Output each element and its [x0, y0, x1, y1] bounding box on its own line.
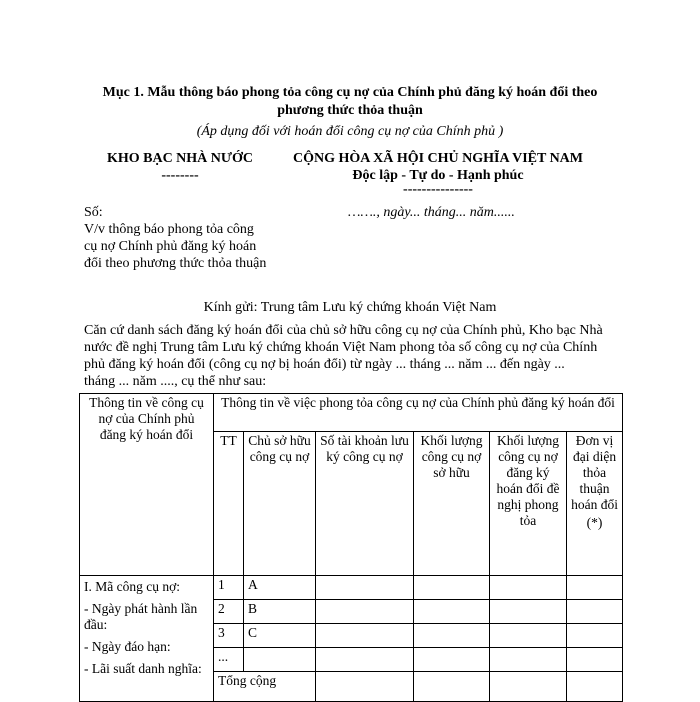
row-owner: B [244, 600, 316, 624]
motto: Độc lập - Tự do - Hạnh phúc [352, 168, 524, 183]
body-paragraph [84, 322, 644, 390]
row-tt: ... [214, 648, 244, 672]
header-owner: Chủ sở hữu công cụ nợ [244, 432, 316, 576]
row-tt: 1 [214, 576, 244, 600]
total-label: Tổng cộng [214, 672, 316, 702]
body-line: tháng ... năm ...., cụ thể như sau: [84, 374, 267, 389]
vv-line: cụ nợ Chính phủ đăng ký hoán [84, 239, 257, 254]
so-label: Số: [84, 205, 103, 220]
row-owner [244, 648, 316, 672]
document-subtitle: (Áp dụng đối với hoán đổi công cụ nợ của Chính phủ ) [196, 124, 504, 139]
row-tt: 2 [214, 600, 244, 624]
org-name: KHO BẠC NHÀ NƯỚC [106, 151, 254, 166]
blocking-info-table [79, 393, 623, 702]
vv-line: V/v thông báo phong tỏa công [84, 222, 254, 237]
info-line: - Lãi suất danh nghĩa: [84, 661, 202, 676]
header-tt: TT [214, 432, 244, 576]
vv-subject [84, 221, 284, 272]
right-header [280, 150, 596, 196]
header-note: (*) [586, 515, 603, 530]
title-line-2: phương thức thỏa thuận [277, 103, 423, 118]
title-line-1: Mục 1. Mẫu thông báo phong tỏa công cụ nợ của Chính phủ đăng ký hoán đổi theo [102, 85, 598, 100]
info-line: - Ngày phát hành lần đầu: [84, 601, 198, 632]
org-dash: -------- [161, 168, 199, 183]
row-owner: C [244, 624, 316, 648]
document-title [60, 84, 640, 120]
greeting: Kính gửi: Trung tâm Lưu ký chứng khoán Việt Nam [203, 300, 497, 315]
left-header [90, 150, 270, 184]
body-line: nước đề nghị Trung tâm Lưu ký chứng khoán Việt Nam phong tỏa số công cụ nợ của Chính [84, 340, 598, 355]
row-tt: 3 [214, 624, 244, 648]
header-volume-owned: Khối lượng công cụ nợ sở hữu [414, 432, 490, 576]
country-name: CỘNG HÒA XÃ HỘI CHỦ NGHĨA VIỆT NAM [292, 151, 583, 166]
header-volume-blocked: Khối lượng công cụ nợ đăng ký hoán đổi đề nghị phong tỏa [490, 432, 567, 576]
header-representative [567, 432, 623, 576]
date-line: ……., ngày... tháng... năm...... [348, 205, 515, 220]
vv-line: đổi theo phương thức thỏa thuận [84, 256, 267, 271]
row-owner: A [244, 576, 316, 600]
body-line: phủ đăng ký hoán đổi (công cụ nợ bị hoán đổi) từ ngày ... tháng ... năm ... đến ngày ... [84, 357, 565, 372]
header-account: Số tài khoản lưu ký công cụ nợ [316, 432, 414, 576]
info-line: I. Mã công cụ nợ: [84, 579, 180, 594]
group-header: Thông tin về việc phong tỏa công cụ nợ của Chính phủ đăng ký hoán đổi [214, 394, 623, 432]
info-line: - Ngày đáo hạn: [84, 639, 171, 654]
body-line: Căn cứ danh sách đăng ký hoán đổi của chủ sở hữu công cụ nợ của Chính phủ, Kho bạc Nhà [84, 323, 603, 338]
col1-header: Thông tin về công cụ nợ của Chính phủ đăng ký hoán đổi [80, 394, 214, 576]
debt-instrument-info [80, 576, 214, 702]
motto-dash: --------------- [403, 182, 473, 197]
header-representative-label: Đơn vị đại diện thỏa thuận hoán đổi [571, 433, 618, 512]
